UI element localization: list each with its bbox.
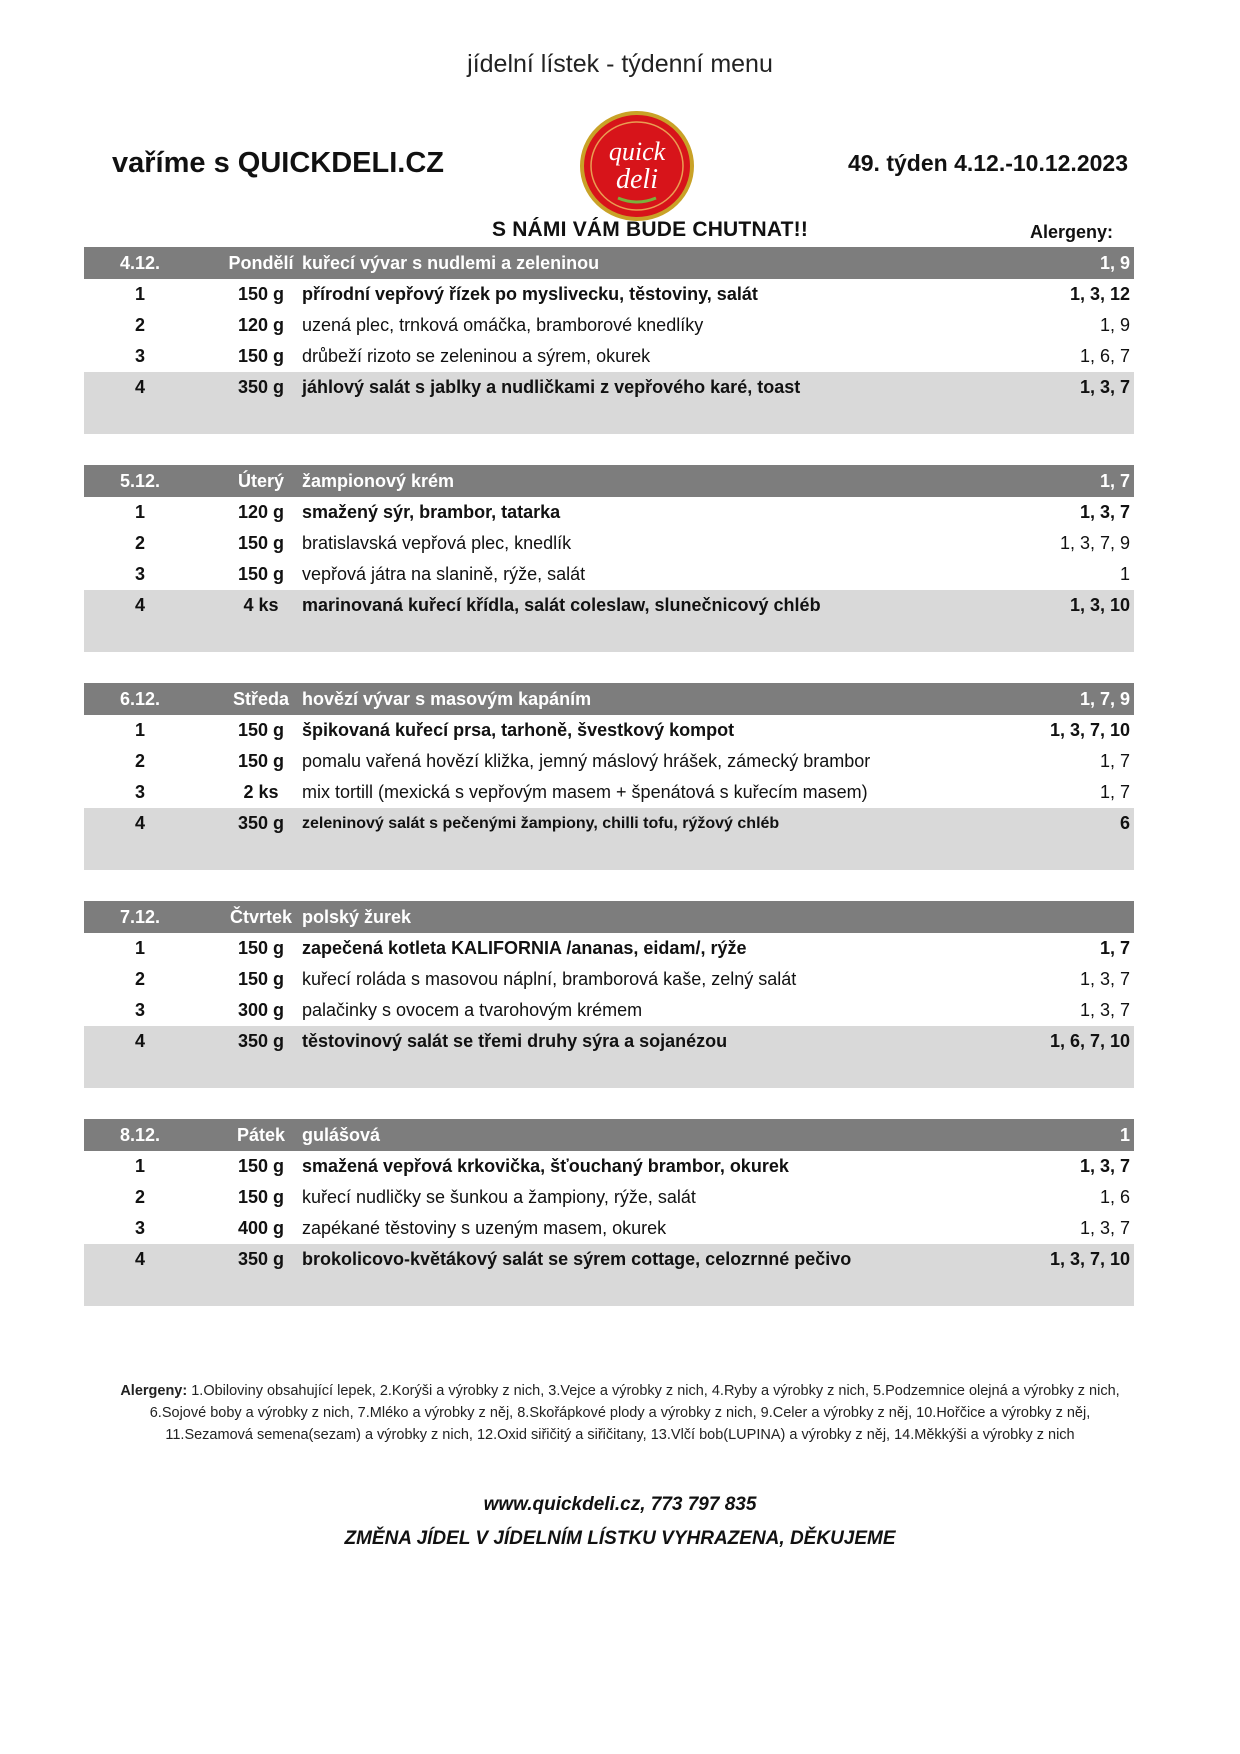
item-quantity: 350 g <box>237 813 285 833</box>
item-quantity: 150 g <box>237 938 285 958</box>
legend-line-3: 11.Sezamová semena(sezam) a výrobky z nich, 12.Oxid siřičitý a siřičitany, 13.Vlčí bob(LUPINA) a výrobky z něj, 14.Měkkýši a výrobky z nich <box>165 1427 1075 1443</box>
menu-item-row <box>84 746 1134 777</box>
item-allergens: 1, 3, 7, 10 <box>1049 720 1130 740</box>
item-dish: špikovaná kuřecí prsa, tarhoně, švestkový kompot <box>302 720 735 740</box>
item-quantity: 350 g <box>237 1031 285 1051</box>
item-dish: pomalu vařená hovězí kližka, jemný máslový hrášek, zámecký brambor <box>302 751 871 771</box>
item-number: 2 <box>134 969 145 989</box>
item-allergens: 1, 3, 7 <box>1079 377 1130 397</box>
menu-item-row <box>84 372 1134 434</box>
day-block <box>84 683 1134 870</box>
item-number: 3 <box>134 564 145 584</box>
item-dish: jáhlový salát s jablky a nudličkami z vepřového karé, toast <box>302 377 801 397</box>
item-quantity: 400 g <box>237 1218 285 1238</box>
slogan: S NÁMI VÁM BUDE CHUTNAT!! <box>491 218 809 241</box>
day-header-row <box>84 683 1134 715</box>
item-number: 1 <box>134 938 145 958</box>
footer-contact: www.quickdeli.cz, 773 797 835 <box>483 1494 757 1515</box>
day-date: 6.12. <box>119 689 161 709</box>
item-quantity: 150 g <box>237 284 285 304</box>
item-dish: zapečená kotleta KALIFORNIA /ananas, eidam/, rýže <box>302 938 747 958</box>
item-allergens: 1, 3, 7 <box>1079 502 1130 522</box>
item-allergens: 1 <box>1119 564 1130 584</box>
day-name: Pondělí <box>228 253 294 273</box>
item-quantity: 150 g <box>237 1187 285 1207</box>
item-allergens: 1, 7 <box>1099 782 1130 802</box>
soup-allergens: 1, 7, 9 <box>1079 689 1130 709</box>
item-quantity: 150 g <box>237 720 285 740</box>
menu-item-row <box>84 964 1134 995</box>
item-number: 1 <box>134 720 145 740</box>
item-allergens: 1, 7 <box>1099 751 1130 771</box>
day-name: Středa <box>232 689 290 709</box>
item-dish: zapékané těstoviny s uzeným masem, okurek <box>302 1218 667 1238</box>
item-number: 1 <box>134 502 145 522</box>
day-date: 5.12. <box>119 471 161 491</box>
day-header-row <box>84 901 1134 933</box>
item-dish: těstovinový salát se třemi druhy sýra a sojanézou <box>302 1031 728 1051</box>
item-quantity: 300 g <box>237 1000 285 1020</box>
logo-text-quick: quick <box>608 137 666 166</box>
item-dish: brokolicovo-květákový salát se sýrem cottage, celozrnné pečivo <box>302 1249 852 1269</box>
item-allergens: 1, 3, 7 <box>1079 1218 1130 1238</box>
day-block <box>84 1119 1134 1306</box>
allergens-column-label: Alergeny: <box>1030 222 1114 242</box>
item-allergens: 1, 3, 7 <box>1079 1000 1130 1020</box>
item-allergens: 1, 6 <box>1099 1187 1130 1207</box>
page-title: jídelní lístek - týdenní menu <box>467 50 773 78</box>
item-dish: kuřecí roláda s masovou náplní, bramborová kaše, zelný salát <box>302 969 797 989</box>
menu-item-row <box>84 1182 1134 1213</box>
menu-item-row <box>84 559 1134 590</box>
soup-name: polský žurek <box>302 907 412 927</box>
menu-item-row <box>84 497 1134 528</box>
day-block <box>84 247 1134 434</box>
brand-title: vaříme s QUICKDELI.CZ <box>112 147 444 179</box>
menu-item-row <box>84 528 1134 559</box>
day-date: 7.12. <box>119 907 161 927</box>
allergen-legend <box>60 1380 1180 1446</box>
item-quantity: 150 g <box>237 969 285 989</box>
item-number: 3 <box>134 346 145 366</box>
menu-item-row <box>84 808 1134 870</box>
item-quantity: 120 g <box>237 502 285 522</box>
item-dish: zeleninový salát s pečenými žampiony, chilli tofu, rýžový chléb <box>302 815 780 832</box>
item-dish: drůbeží rizoto se zeleninou a sýrem, okurek <box>302 346 651 366</box>
item-allergens: 6 <box>1119 813 1130 833</box>
item-quantity: 120 g <box>237 315 285 335</box>
quickdeli-logo <box>578 110 696 222</box>
footer-notice: ZMĚNA JÍDEL V JÍDELNÍM LÍSTKU VYHRAZENA, DĚKUJEME <box>344 1528 896 1549</box>
menu-item-row <box>84 590 1134 652</box>
soup-allergens: 1 <box>1119 1125 1130 1145</box>
item-allergens: 1, 3, 10 <box>1069 595 1130 615</box>
soup-name: žampionový krém <box>302 471 455 491</box>
soup-name: gulášová <box>302 1125 381 1145</box>
item-number: 1 <box>134 284 145 304</box>
item-quantity: 350 g <box>237 377 285 397</box>
item-number: 2 <box>134 751 145 771</box>
item-allergens: 1, 3, 7, 9 <box>1059 533 1130 553</box>
item-number: 1 <box>134 1156 145 1176</box>
item-dish: marinovaná kuřecí křídla, salát coleslaw, slunečnicový chléb <box>302 595 821 615</box>
item-quantity: 2 ks <box>243 782 279 802</box>
soup-allergens: 1, 7 <box>1099 471 1130 491</box>
day-date: 8.12. <box>119 1125 161 1145</box>
weekly-menu <box>84 247 1134 1337</box>
day-header-row <box>84 465 1134 497</box>
item-dish: vepřová játra na slanině, rýže, salát <box>302 564 586 584</box>
item-allergens: 1, 7 <box>1099 938 1130 958</box>
item-allergens: 1, 3, 12 <box>1069 284 1130 304</box>
item-number: 4 <box>134 813 145 833</box>
item-quantity: 150 g <box>237 346 285 366</box>
item-quantity: 4 ks <box>243 595 279 615</box>
soup-name: hovězí vývar s masovým kapáním <box>302 689 592 709</box>
item-number: 4 <box>134 595 145 615</box>
day-date: 4.12. <box>119 253 161 273</box>
week-label: 49. týden 4.12.-10.12.2023 <box>847 150 1128 176</box>
logo-text-deli: deli <box>616 164 658 195</box>
item-number: 4 <box>134 1031 145 1051</box>
menu-item-row <box>84 341 1134 372</box>
item-allergens: 1, 3, 7 <box>1079 1156 1130 1176</box>
menu-item-row <box>84 1213 1134 1244</box>
item-dish: uzená plec, trnková omáčka, bramborové knedlíky <box>302 315 704 335</box>
item-dish: palačinky s ovocem a tvarohovým krémem <box>302 1000 643 1020</box>
menu-item-row <box>84 715 1134 746</box>
menu-item-row <box>84 933 1134 964</box>
legend-line-2: 6.Sojové boby a výrobky z nich, 7.Mléko a výrobky z něj, 8.Skořápkové plody a výrobky z nich, 9.Celer a výrobky z něj, 10.Hořčice a výrobky z něj, <box>149 1405 1091 1421</box>
day-name: Pátek <box>236 1125 286 1145</box>
menu-item-row <box>84 1151 1134 1182</box>
soup-allergens: 1, 9 <box>1099 253 1130 273</box>
item-number: 2 <box>134 315 145 335</box>
item-number: 4 <box>134 377 145 397</box>
day-block <box>84 465 1134 652</box>
item-number: 2 <box>134 533 145 553</box>
item-number: 2 <box>134 1187 145 1207</box>
item-quantity: 150 g <box>237 1156 285 1176</box>
item-allergens: 1, 3, 7 <box>1079 969 1130 989</box>
item-quantity: 150 g <box>237 751 285 771</box>
item-number: 4 <box>134 1249 145 1269</box>
menu-item-row <box>84 995 1134 1026</box>
item-number: 3 <box>134 1218 145 1238</box>
item-number: 3 <box>134 782 145 802</box>
day-name: Čtvrtek <box>229 907 293 927</box>
menu-item-row <box>84 1026 1134 1088</box>
item-dish: kuřecí nudličky se šunkou a žampiony, rýže, salát <box>302 1187 696 1207</box>
item-dish: mix tortill (mexická s vepřovým masem + špenátová s kuřecím masem) <box>302 782 868 802</box>
item-allergens: 1, 6, 7 <box>1079 346 1130 366</box>
day-header-row <box>84 1119 1134 1151</box>
item-quantity: 150 g <box>237 564 285 584</box>
item-number: 3 <box>134 1000 145 1020</box>
item-dish: smažený sýr, brambor, tatarka <box>302 502 561 522</box>
item-allergens: 1, 9 <box>1099 315 1130 335</box>
item-quantity: 350 g <box>237 1249 285 1269</box>
menu-item-row <box>84 279 1134 310</box>
menu-item-row <box>84 777 1134 808</box>
item-allergens: 1, 6, 7, 10 <box>1049 1031 1130 1051</box>
day-name: Úterý <box>237 471 285 491</box>
item-allergens: 1, 3, 7, 10 <box>1049 1249 1130 1269</box>
item-dish: bratislavská vepřová plec, knedlík <box>302 533 572 553</box>
soup-name: kuřecí vývar s nudlemi a zeleninou <box>302 253 600 273</box>
legend-line-1: 1.Obiloviny obsahující lepek, 2.Korýši a výrobky z nich, 3.Vejce a výrobky z nich, 4.Ryby a výrobky z nich, 5.Podzemnice olejná a výrobky z nich, <box>191 1383 1120 1399</box>
item-dish: přírodní vepřový řízek po myslivecku, těstoviny, salát <box>302 284 758 304</box>
day-header-row <box>84 247 1134 279</box>
legend-label: Alergeny: <box>120 1383 188 1399</box>
day-block <box>84 901 1134 1088</box>
menu-item-row <box>84 1244 1134 1306</box>
item-quantity: 150 g <box>237 533 285 553</box>
menu-item-row <box>84 310 1134 341</box>
item-dish: smažená vepřová krkovička, šťouchaný brambor, okurek <box>302 1156 789 1176</box>
